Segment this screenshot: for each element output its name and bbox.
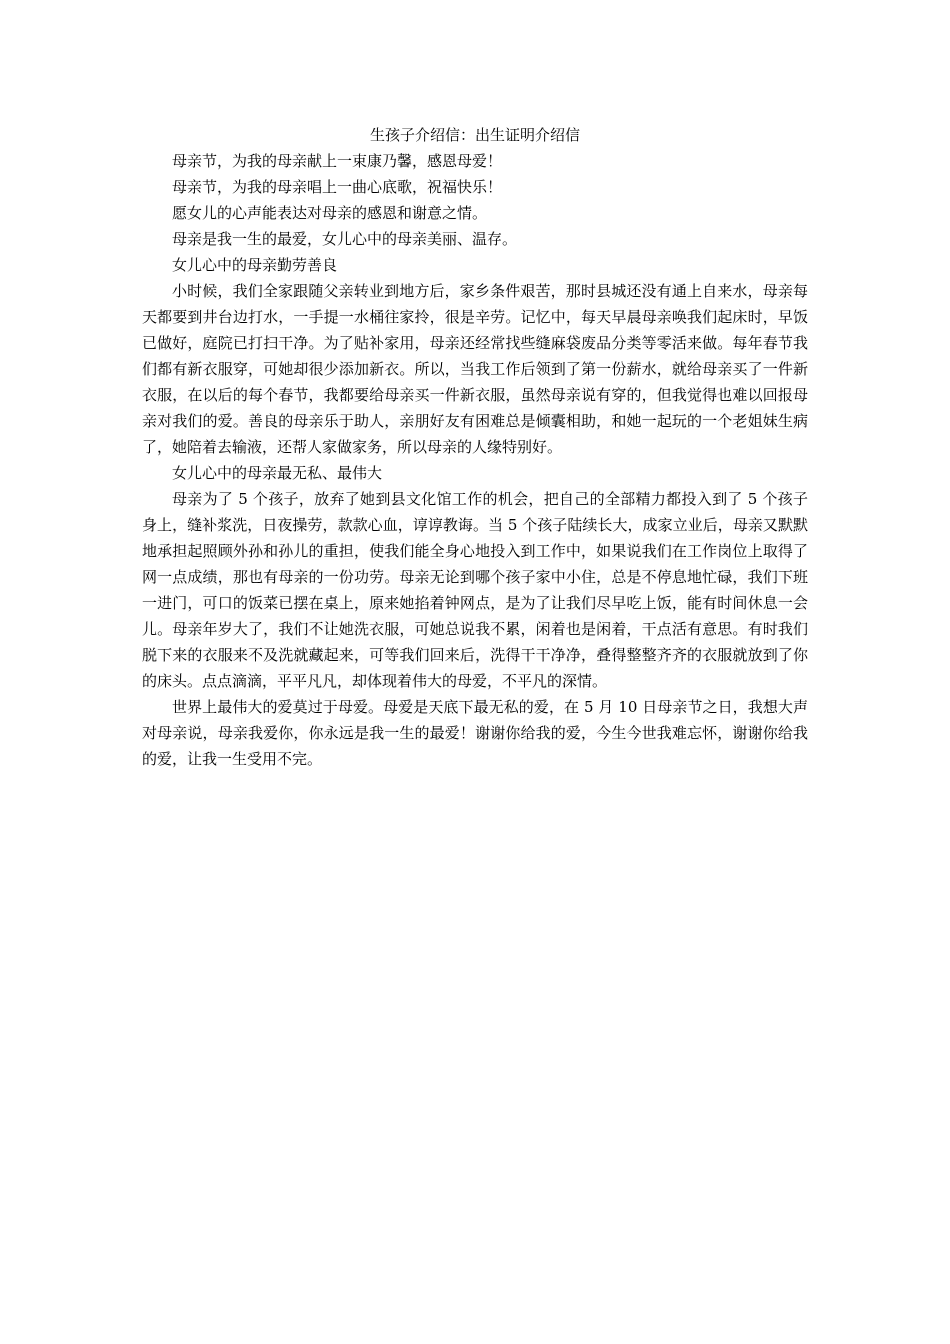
- document-title: 生孩子介绍信：出生证明介绍信: [369, 126, 580, 144]
- paragraph-greeting-2: 母亲节，为我的母亲唱上一曲心底歌，祝福快乐！: [172, 178, 503, 196]
- paragraph-greeting-4: 母亲是我一生的最爱，女儿心中的母亲美丽、温存。: [172, 230, 518, 248]
- paragraph-closing: 世界上最伟大的爱莫过于母爱。母爱是天底下最无私的爱，在 5 月 10 日母亲节之日，我想大声对母亲说，母亲我爱你，你永远是我一生的最爱！谢谢你给我的爱，今生今世我难忘怀，谢谢你给我的爱，让我一生受用不完。: [142, 698, 808, 768]
- section-heading-selfless: 女儿心中的母亲最无私、最伟大: [172, 464, 383, 482]
- paragraph-greeting-1: 母亲节，为我的母亲献上一束康乃馨，感恩母爱！: [172, 152, 503, 170]
- paragraph-childhood: 小时候，我们全家跟随父亲转业到地方后，家乡条件艰苦，那时县城还没有通上自来水，母亲每天都要到井台边打水，一手提一水桶往家拎，很是辛劳。记忆中，每天早晨母亲唤我们起床时，早饭已做好，庭院已打扫干净。为了贴补家用，母亲还经常找些缝麻袋废品分类等零活来做。每年春节我们都有新衣服穿，可她却很少添加新衣。所以，当我工作后领到了第一份薪水，就给母亲买了一件新衣服，在以后的每个春节，我都要给母亲买一件新衣服，虽然母亲说有穿的，但我觉得也难以回报母亲对我们的爱。善良的母亲乐于助人，亲朋好友有困难总是倾囊相助，和她一起玩的一个老姐妹生病了，她陪着去输液，还帮人家做家务，所以母亲的人缘特别好。: [142, 282, 808, 456]
- document-page: [142, 122, 808, 772]
- paragraph-greeting-3: 愿女儿的心声能表达对母亲的感恩和谢意之情。: [172, 204, 488, 222]
- section-heading-diligent: 女儿心中的母亲勤劳善良: [172, 256, 338, 274]
- paragraph-five-children: 母亲为了 5 个孩子，放弃了她到县文化馆工作的机会，把自己的全部精力都投入到了 5 个孩子身上，缝补浆洗，日夜操劳，款款心血，谆谆教诲。当 5 个孩子陆续长大，成家立业后，母亲又默默地承担起照顾外孙和孙儿的重担，使我们能全身心地投入到工作中，如果说我们在工作岗位上取得了网一点成绩，那也有母亲的一份功劳。母亲无论到哪个孩子家中小住，总是不停息地忙碌，我们下班一进门，可口的饭菜已摆在桌上，原来她掐着钟网点，是为了让我们尽早吃上饭，能有时间休息一会儿。母亲年岁大了，我们不让她洗衣服，可她总说我不累，闲着也是闲着，干点活有意思。有时我们脱下来的衣服来不及洗就藏起来，可等我们回来后，洗得干干净净，叠得整整齐齐的衣服就放到了你的床头。点点滴滴，平平凡凡，却体现着伟大的母爱，不平凡的深情。: [142, 490, 808, 690]
